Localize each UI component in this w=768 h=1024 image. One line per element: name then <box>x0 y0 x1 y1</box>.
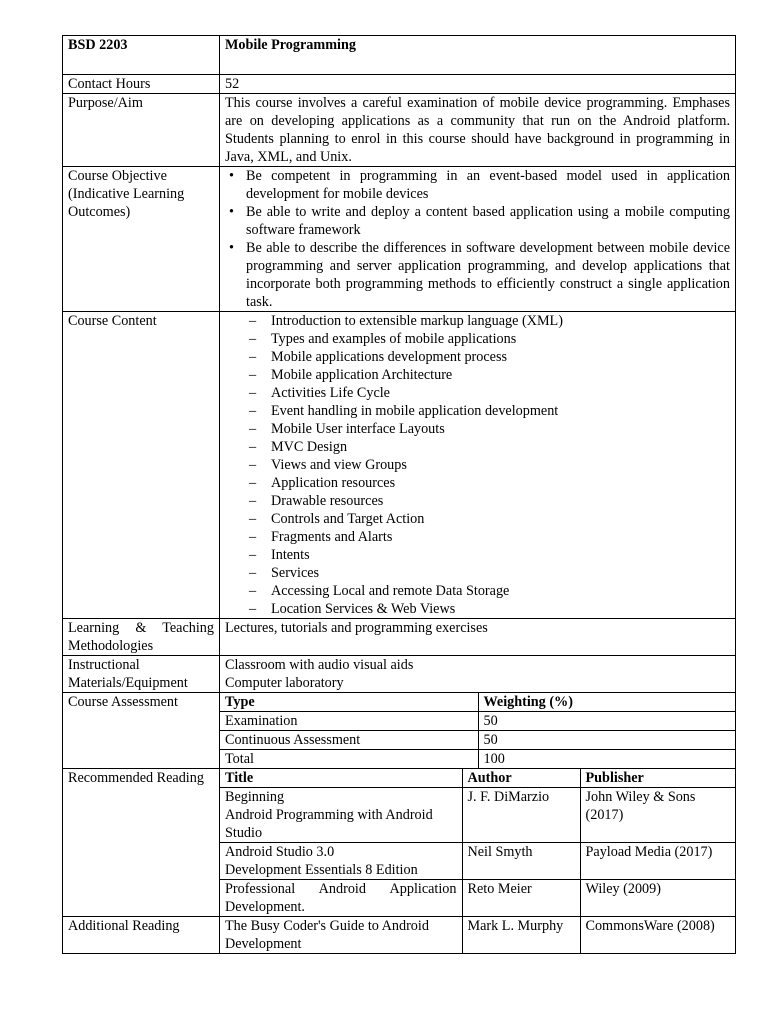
materials-row <box>63 656 736 693</box>
content-item: – Activities Life Cycle <box>271 384 730 402</box>
materials-line: Classroom with audio visual aids <box>225 657 414 673</box>
content-item: – Application resources <box>271 474 730 492</box>
assessment-type: Examination <box>220 712 478 731</box>
content-item: – Views and view Groups <box>271 456 730 474</box>
table-row <box>220 788 735 843</box>
content-item: – Drawable resources <box>271 492 730 510</box>
methodologies-label-line: Learning & Teaching <box>68 620 214 636</box>
contact-hours-label: Contact Hours <box>63 75 220 94</box>
methodologies-row <box>63 619 736 656</box>
assessment-type: Continuous Assessment <box>220 731 478 750</box>
reading-title-line: Beginning <box>225 789 285 805</box>
materials-value <box>220 656 736 693</box>
table-row <box>220 843 735 880</box>
table-row <box>220 750 735 769</box>
reading-title <box>220 880 462 917</box>
assessment-table <box>220 693 735 768</box>
content-row <box>63 312 736 619</box>
assessment-row <box>63 693 736 769</box>
course-outline-table <box>62 35 736 954</box>
content-item: – Types and examples of mobile applications <box>271 330 730 348</box>
additional-reading-cell <box>220 917 736 954</box>
assessment-weight: 100 <box>478 750 735 769</box>
objective-item: • Be able to write and deploy a content based application using a mobile computing software framework <box>246 203 730 239</box>
reading-author: Neil Smyth <box>462 843 580 880</box>
additional-reading-table <box>220 917 735 953</box>
course-code: BSD 2203 <box>63 36 220 75</box>
methodologies-value: Lectures, tutorials and programming exercises <box>220 619 736 656</box>
table-row <box>220 712 735 731</box>
content-item: – Mobile applications development process <box>271 348 730 366</box>
objective-label-line: Outcomes) <box>68 204 131 220</box>
assessment-weight: 50 <box>478 731 735 750</box>
content-item: – Mobile application Architecture <box>271 366 730 384</box>
materials-label-line: Materials/Equipment <box>68 675 188 691</box>
reading-table <box>220 769 735 916</box>
content-item: – MVC Design <box>271 438 730 456</box>
content-list <box>225 312 730 618</box>
reading-header-publisher: Publisher <box>580 769 735 788</box>
reading-publisher: Wiley (2009) <box>580 880 735 917</box>
additional-title <box>220 917 462 953</box>
objective-row <box>63 167 736 312</box>
objective-label-line: (Indicative Learning <box>68 186 185 202</box>
reading-header-author: Author <box>462 769 580 788</box>
additional-reading-row <box>63 917 736 954</box>
additional-reading-label: Additional Reading <box>63 917 220 954</box>
materials-label <box>63 656 220 693</box>
reading-publisher: John Wiley & Sons (2017) <box>580 788 735 843</box>
reading-publisher: Payload Media (2017) <box>580 843 735 880</box>
assessment-label: Course Assessment <box>63 693 220 769</box>
assessment-weight: 50 <box>478 712 735 731</box>
reading-title-line: Android Programming with Android <box>225 807 433 823</box>
table-row <box>220 880 735 917</box>
assessment-header-type: Type <box>220 693 478 712</box>
reading-row <box>63 769 736 917</box>
reading-title-line: Android Studio 3.0 <box>225 844 335 860</box>
methodologies-label-line: Methodologies <box>68 638 154 654</box>
course-header-row <box>63 36 736 75</box>
reading-title-line: Development. <box>225 899 305 915</box>
reading-author: Reto Meier <box>462 880 580 917</box>
table-row <box>220 731 735 750</box>
additional-publisher: CommonsWare (2008) <box>580 917 735 953</box>
objective-list-cell <box>220 167 736 312</box>
contact-hours-value: 52 <box>220 75 736 94</box>
materials-line: Computer laboratory <box>225 675 344 691</box>
content-item: – Services <box>271 564 730 582</box>
course-title: Mobile Programming <box>220 36 736 75</box>
additional-author: Mark L. Murphy <box>462 917 580 953</box>
objective-item: • Be competent in programming in an event-based model used in application development for mobile devices <box>246 167 730 203</box>
reading-title <box>220 788 462 843</box>
content-label: Course Content <box>63 312 220 619</box>
reading-cell <box>220 769 736 917</box>
purpose-label: Purpose/Aim <box>63 94 220 167</box>
reading-title-line: Development Essentials 8 Edition <box>225 862 418 878</box>
reading-header-title: Title <box>220 769 462 788</box>
additional-title-line: Development <box>225 936 302 952</box>
reading-label: Recommended Reading <box>63 769 220 917</box>
assessment-cell <box>220 693 736 769</box>
content-item: – Introduction to extensible markup language (XML) <box>271 312 730 330</box>
purpose-text: This course involves a careful examination of mobile device programming. Emphases are on developing applications as a community that run on the Android platform. Students planning to enrol in this course should have background in programming in Java, XML, and Unix. <box>220 94 736 167</box>
content-item: – Event handling in mobile application development <box>271 402 730 420</box>
reading-title <box>220 843 462 880</box>
objective-list <box>225 167 730 311</box>
content-item: – Mobile User interface Layouts <box>271 420 730 438</box>
reading-header-row <box>220 769 735 788</box>
contact-hours-row <box>63 75 736 94</box>
content-item: – Location Services & Web Views <box>271 600 730 618</box>
reading-title-line: Studio <box>225 825 263 841</box>
reading-author: J. F. DiMarzio <box>462 788 580 843</box>
content-item: – Fragments and Alarts <box>271 528 730 546</box>
content-item: – Controls and Target Action <box>271 510 730 528</box>
objective-label <box>63 167 220 312</box>
content-item: – Accessing Local and remote Data Storage <box>271 582 730 600</box>
table-row <box>220 917 735 953</box>
content-item: – Intents <box>271 546 730 564</box>
content-list-cell <box>220 312 736 619</box>
assessment-type: Total <box>220 750 478 769</box>
assessment-header-row <box>220 693 735 712</box>
course-outline-page <box>62 35 735 954</box>
methodologies-label <box>63 619 220 656</box>
additional-title-line: The Busy Coder's Guide to Android <box>225 918 429 934</box>
materials-label-line: Instructional <box>68 657 140 673</box>
reading-title-line: Professional Android Application <box>225 881 457 897</box>
objective-item: • Be able to describe the differences in software development between mobile device programming and server application programming, and develop applications that incorporate both programming methods to efficiently construct a single application task. <box>246 239 730 311</box>
purpose-row <box>63 94 736 167</box>
assessment-header-weighting: Weighting (%) <box>478 693 735 712</box>
objective-label-line: Course Objective <box>68 168 167 184</box>
